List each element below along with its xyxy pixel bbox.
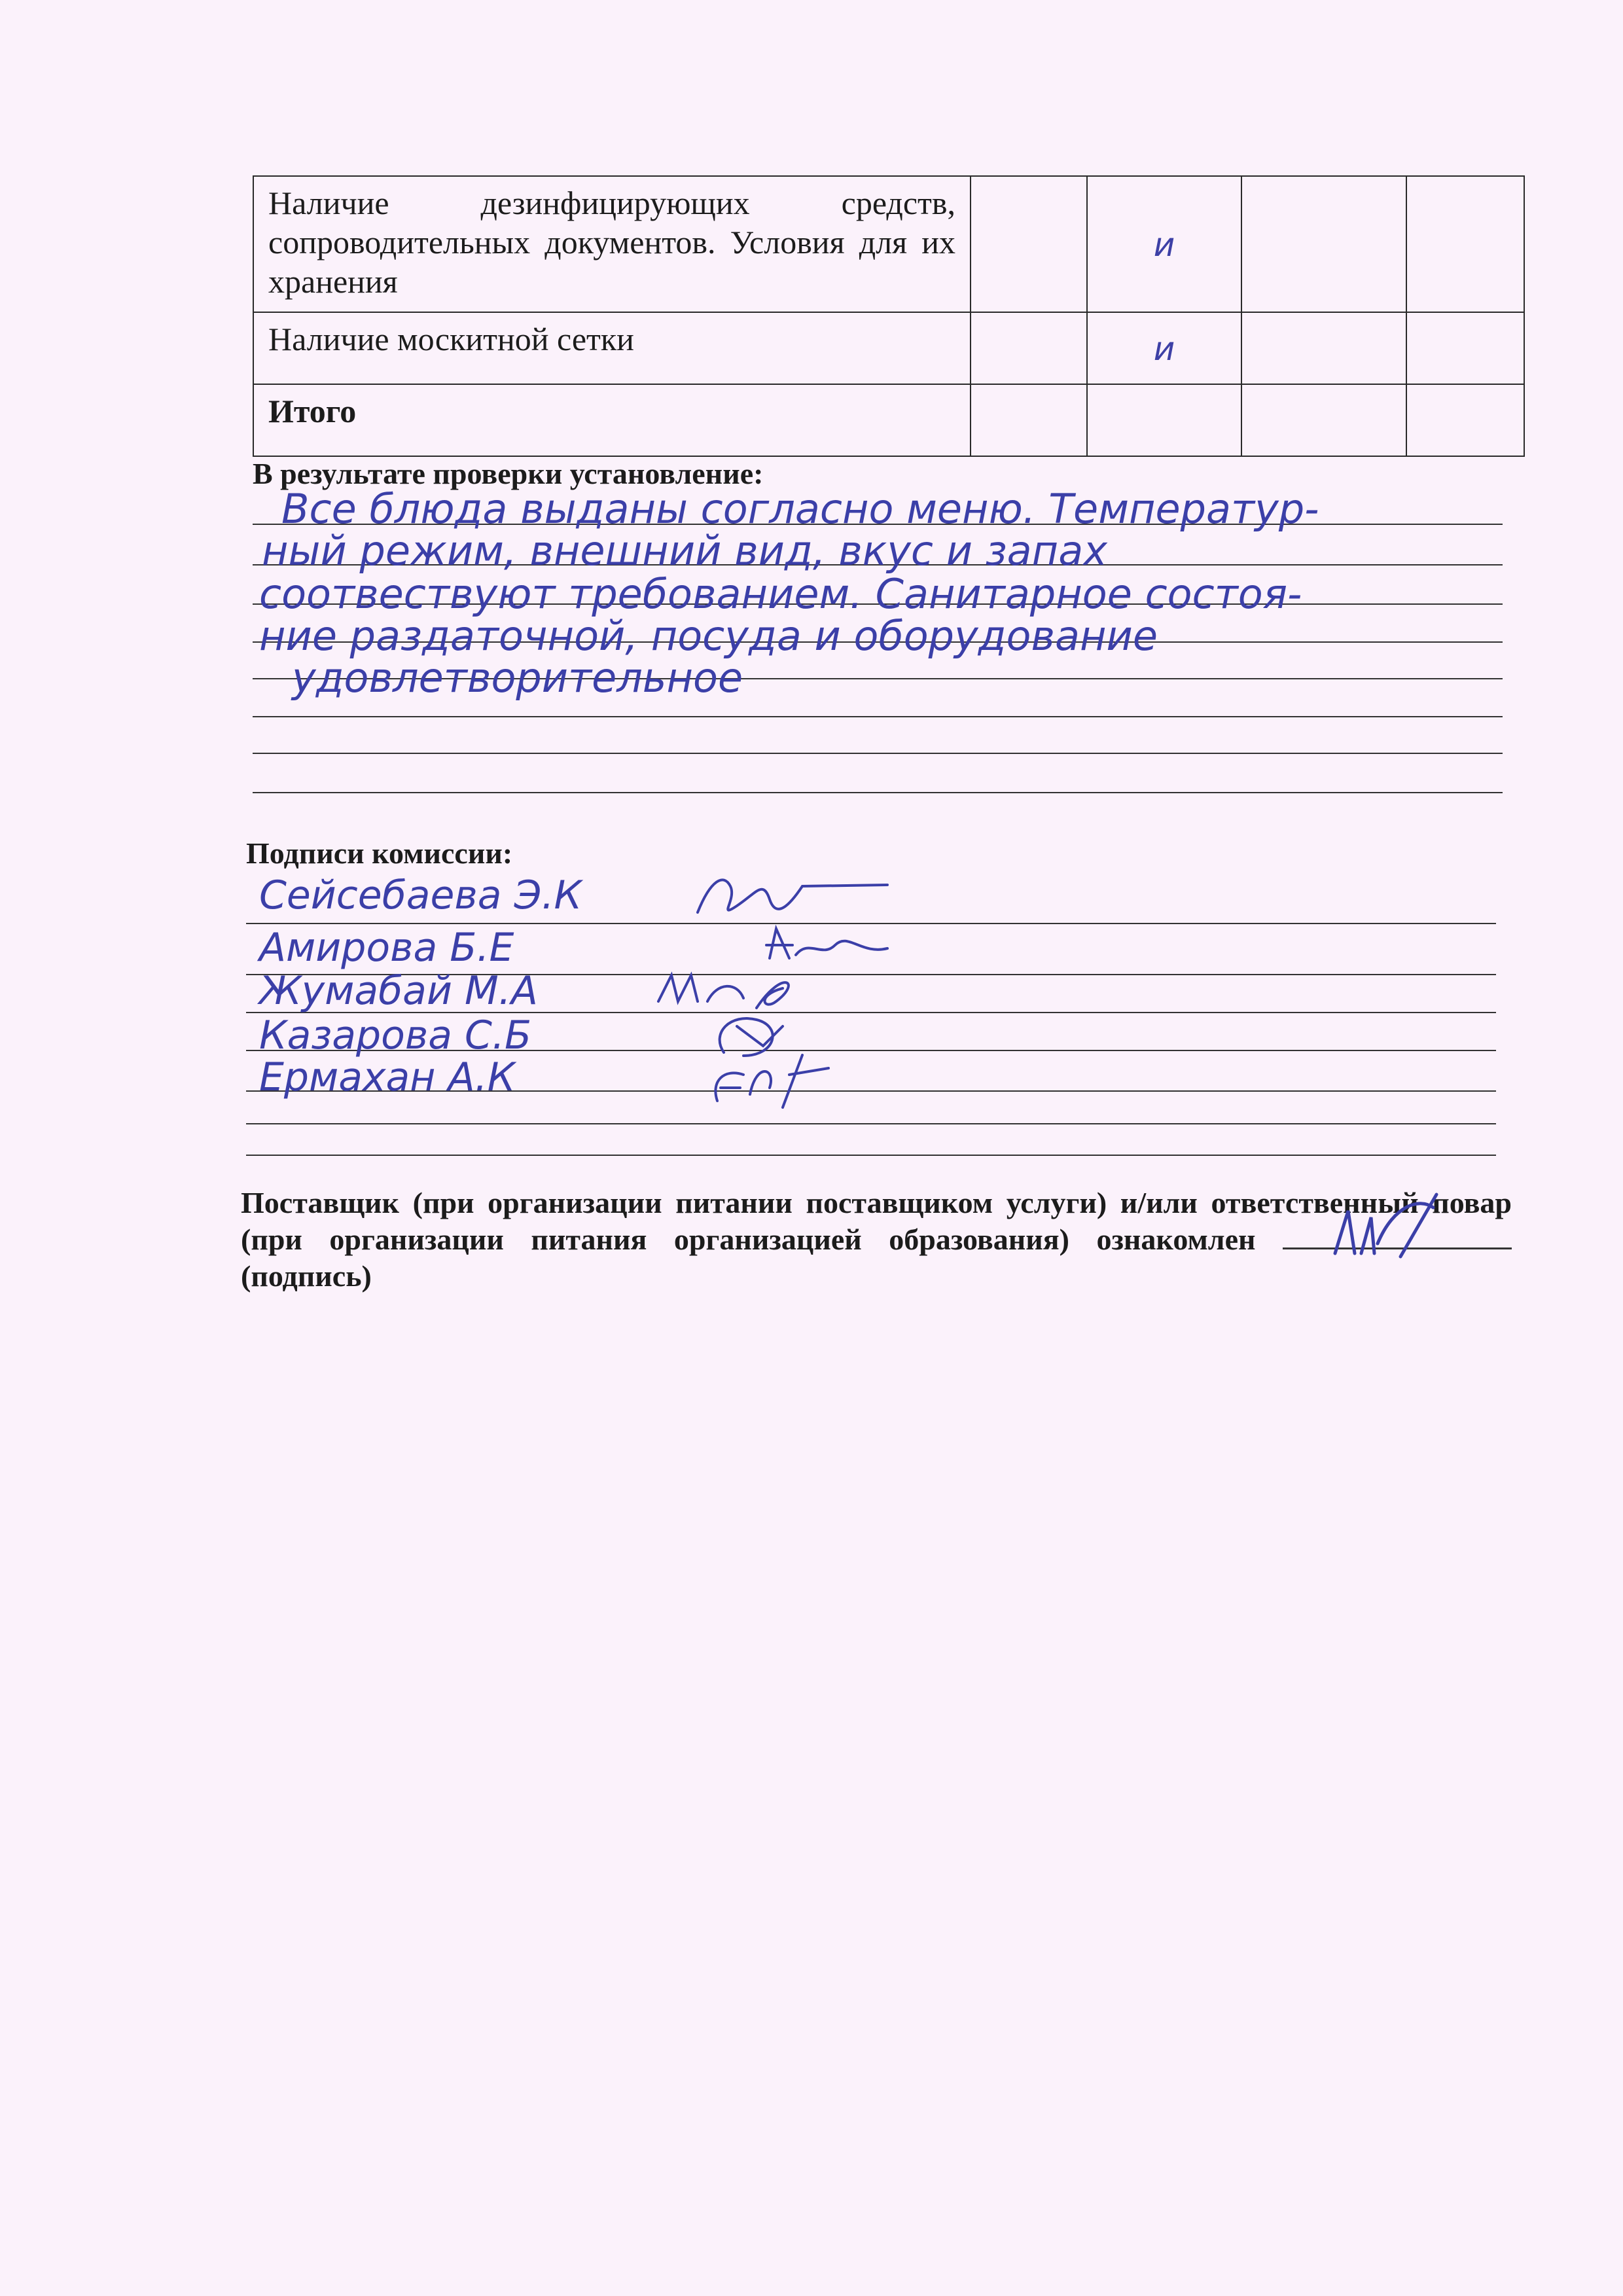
supplier-acknowledgement bbox=[241, 1185, 1512, 1295]
score-cell bbox=[1241, 176, 1406, 312]
score-cell bbox=[1406, 384, 1524, 456]
supplier-text: Поставщик (при организации питании поставщиком услуги) и/или ответственный повар (при организации питания организацией образования) ознакомлен bbox=[241, 1186, 1512, 1256]
commission-member-row bbox=[259, 1012, 1437, 1060]
score-cell bbox=[971, 312, 1087, 384]
member-name: Казарова С.Б bbox=[259, 1013, 532, 1058]
score-cell bbox=[1406, 312, 1524, 384]
member-name: Сейсебаева Э.К bbox=[259, 872, 582, 918]
signature-mark bbox=[1322, 1191, 1453, 1263]
score-cell bbox=[971, 384, 1087, 456]
result-rule bbox=[253, 753, 1503, 754]
handwritten-mark: и bbox=[1087, 176, 1241, 312]
handwritten-result-line: ние раздаточной, посуда и оборудование bbox=[259, 612, 1158, 660]
result-rule bbox=[253, 716, 1503, 717]
inspection-table bbox=[253, 175, 1525, 457]
signature-rule bbox=[246, 1155, 1496, 1156]
commission-member-row bbox=[259, 924, 1437, 973]
member-name: Жумабай М.А bbox=[259, 968, 538, 1014]
result-heading: В результате проверки установление: bbox=[253, 457, 764, 490]
table-row bbox=[253, 312, 1524, 384]
commission-member-row bbox=[259, 1054, 1437, 1102]
handwritten-result-line: соотвествуют требованием. Санитарное состоя- bbox=[259, 570, 1302, 618]
signature-caption: (подпись) bbox=[241, 1259, 372, 1293]
member-name: Амирова Б.Е bbox=[259, 925, 514, 971]
commission-member-row bbox=[259, 872, 1437, 920]
table-row bbox=[253, 176, 1524, 312]
supplier-signature-line bbox=[1283, 1221, 1512, 1249]
handwritten-result-line: Все блюда выданы согласно меню. Температур- bbox=[281, 485, 1319, 533]
score-cell bbox=[1241, 312, 1406, 384]
criterion-cell: Наличие дезинфицирующих средств, сопроводительных документов. Условия для их хранения bbox=[253, 176, 971, 312]
commission-member-row bbox=[259, 967, 1437, 1016]
handwritten-mark: и bbox=[1087, 312, 1241, 384]
signature-mark bbox=[704, 1049, 835, 1114]
score-cell bbox=[1241, 384, 1406, 456]
total-label: Итого bbox=[253, 384, 971, 456]
score-cell bbox=[1406, 176, 1524, 312]
commission-heading: Подписи комиссии: bbox=[246, 836, 513, 870]
signature-mark bbox=[691, 867, 901, 925]
score-cell bbox=[1087, 384, 1241, 456]
table-row bbox=[253, 384, 1524, 456]
result-rule bbox=[253, 792, 1503, 793]
member-name: Ермахан А.К bbox=[259, 1054, 516, 1100]
handwritten-result-line: удовлетворительное bbox=[292, 654, 743, 702]
score-cell bbox=[971, 176, 1087, 312]
signature-rule bbox=[246, 1123, 1496, 1124]
criterion-cell: Наличие москитной сетки bbox=[253, 312, 971, 384]
handwritten-result-line: ный режим, внешний вид, вкус и запах bbox=[262, 527, 1107, 575]
